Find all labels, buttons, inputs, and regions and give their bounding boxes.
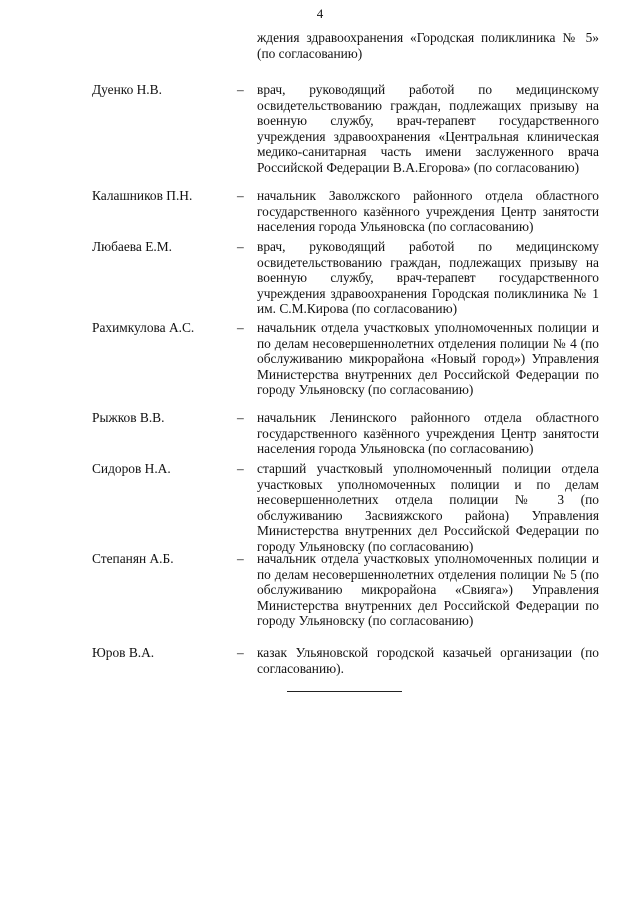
member-name: Юров В.А. bbox=[92, 645, 155, 660]
member-dash: – bbox=[237, 410, 244, 425]
member-description: старший участковый уполномоченный полиции отдела участковых уполномоченных полиции и по делам несовершеннолетних отдела полиции № 3 (по обслуживанию Засвияжского района) Управления Министерства внутренних дел Российской Федерации по городу Ульяновску (по согласованию) bbox=[257, 461, 599, 554]
member-dash: – bbox=[237, 645, 244, 660]
member-name: Степанян А.Б. bbox=[92, 551, 174, 566]
page-number: 4 bbox=[316, 6, 324, 21]
member-name: Сидоров Н.А. bbox=[92, 461, 171, 476]
member-name: Рахимкулова А.С. bbox=[92, 320, 195, 335]
member-name: Любаева Е.М. bbox=[92, 239, 173, 254]
member-dash: – bbox=[237, 320, 244, 335]
member-description: начальник отдела участковых уполномоченных полиции и по делам несовершеннолетних отделения полиции № 4 (по обслуживанию микрорайона «Новый город») Управления Министерства внутренних дел Российской Федерации по городу Ульяновску (по согласованию) bbox=[257, 320, 599, 397]
member-description: начальник отдела участковых уполномоченных полиции и по делам несовершеннолетних отделения полиции № 5 (по обслуживанию микрорайона «Свияга») Управления Министерства внутренних дел Российской Федерации по городу Ульяновску (по согласованию) bbox=[257, 551, 599, 628]
member-description: казак Ульяновской городской казачьей организации (по согласованию). bbox=[257, 645, 599, 676]
member-dash: – bbox=[237, 82, 244, 97]
end-divider bbox=[287, 691, 402, 692]
member-description: врач, руководящий работой по медицинскому освидетельствованию граждан, подлежащих призыву на военную службу, врач-терапевт государственного учреждения здравоохранения «Центральная клиническая медико-санитарная часть имени заслуженного врача Российской Федерации В.А.Егорова» (по согласованию) bbox=[257, 82, 599, 175]
member-name: Калашников П.Н. bbox=[92, 188, 193, 203]
member-description: начальник Ленинского районного отдела областного государственного казённого учреждения Центр занятости населения города Ульяновска (по согласованию) bbox=[257, 410, 599, 456]
member-description: начальник Заволжского районного отдела областного государственного казённого учреждения Центр занятости населения города Ульяновска (по согласованию) bbox=[257, 188, 599, 234]
member-dash: – bbox=[237, 461, 244, 476]
member-dash: – bbox=[237, 188, 244, 203]
member-name: Дуенко Н.В. bbox=[92, 82, 162, 97]
member-dash: – bbox=[237, 239, 244, 254]
member-dash: – bbox=[237, 551, 244, 566]
continuation-text: ждения здравоохранения «Городская поликлиника № 5» (по согласованию) bbox=[257, 30, 599, 61]
member-description: врач, руководящий работой по медицинскому освидетельствованию граждан, подлежащих призыву на военную службу, врач-терапевт государственного учреждения здравоохранения Городская поликлиника № 1 им. С.М.Кирова (по согласованию) bbox=[257, 239, 599, 316]
member-name: Рыжков В.В. bbox=[92, 410, 165, 425]
